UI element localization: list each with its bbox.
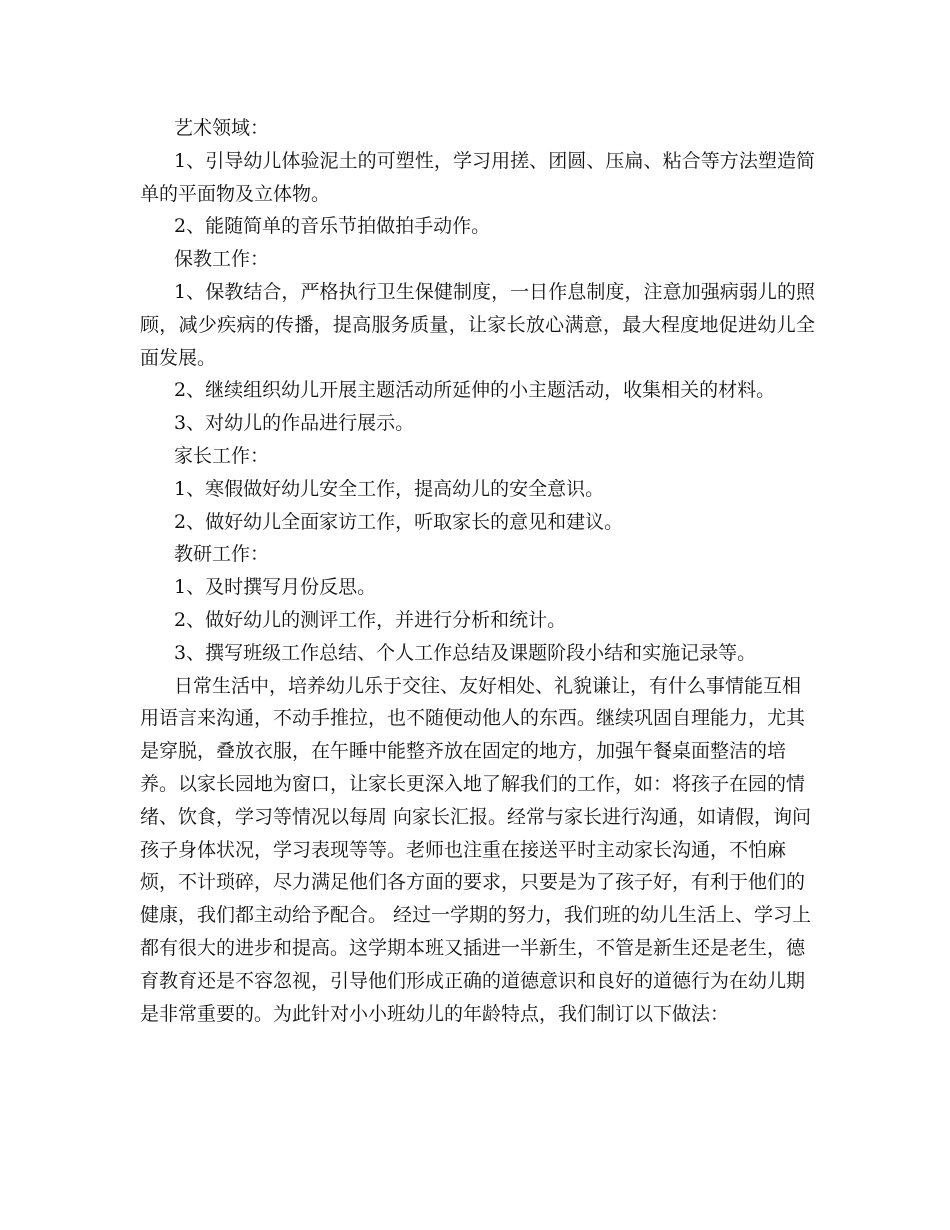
daily-life-paragraph: 日常生活中，培养幼儿乐于交往、友好相处、礼貌谦让，有什么事情能互相用语言来沟通，不动手推拉，也不随便动他人的东西。继续巩固自理能力，尤其是穿脱，叠放衣服，在午睡中能整齐放在固定的地方，加强午餐桌面整洁的培养。以家长园地为窗口，让家长更深入地了解我们的工作，如：将孩子在园的情绪、饮食，学习等情况以每周 向家长汇报。经常与家长进行沟通，如请假，询问孩子身体状况，学习表现等等。老师也注重在接送平时主动家长沟通，不怕麻烦，不计琐碎，尽力满足他们各方面的要求，只要是为了孩子好，有利于他们的健康，我们都主动给予配合。 经过一学期的努力，我们班的幼儿生活上、学习上都有很大的进步和提高。这学期本班又插进一半新生，不管是新生还是老生，德育教育还是不容忽视，引导他们形成正确的道德意识和良好的道德行为在幼儿期是非常重要的。为此针对小小班幼儿的年龄特点，我们制订以下做法： [140,674,812,1025]
heading-parent-work: 家长工作： [174,444,270,467]
heading-research-work: 教研工作： [174,543,270,566]
art-item-1: 1、引导幼儿体验泥土的可塑性，学习用搓、团圆、压扁、粘合等方法塑造简单的平面物及立体物。 [140,149,815,205]
research-item-2: 2、做好幼儿的测评工作，并进行分析和统计。 [174,608,567,631]
research-item-1: 1、及时撰写月份反思。 [174,576,377,599]
care-item-2: 2、继续组织幼儿开展主题活动所延伸的小主题活动，收集相关的材料。 [174,379,776,402]
parent-item-2: 2、做好幼儿全面家访工作，听取家长的意见和建议。 [174,510,624,533]
document-body [140,112,815,1030]
art-item-2: 2、能随简单的音乐节拍做拍手动作。 [174,215,491,238]
heading-care-work: 保教工作： [174,248,270,271]
parent-item-1: 1、寒假做好幼儿安全工作，提高幼儿的安全意识。 [174,477,605,500]
heading-art-domain: 艺术领域： [174,117,270,139]
care-item-1: 1、保教结合，严格执行卫生保健制度，一日作息制度，注意加强病弱儿的照顾，减少疾病的传播，提高服务质量，让家长放心满意，最大程度地促进幼儿全面发展。 [140,280,815,369]
care-item-3: 3、对幼儿的作品进行展示。 [174,412,415,435]
research-item-3: 3、撰写班级工作总结、个人工作总结及课题阶段小结和实施记录等。 [174,641,757,664]
